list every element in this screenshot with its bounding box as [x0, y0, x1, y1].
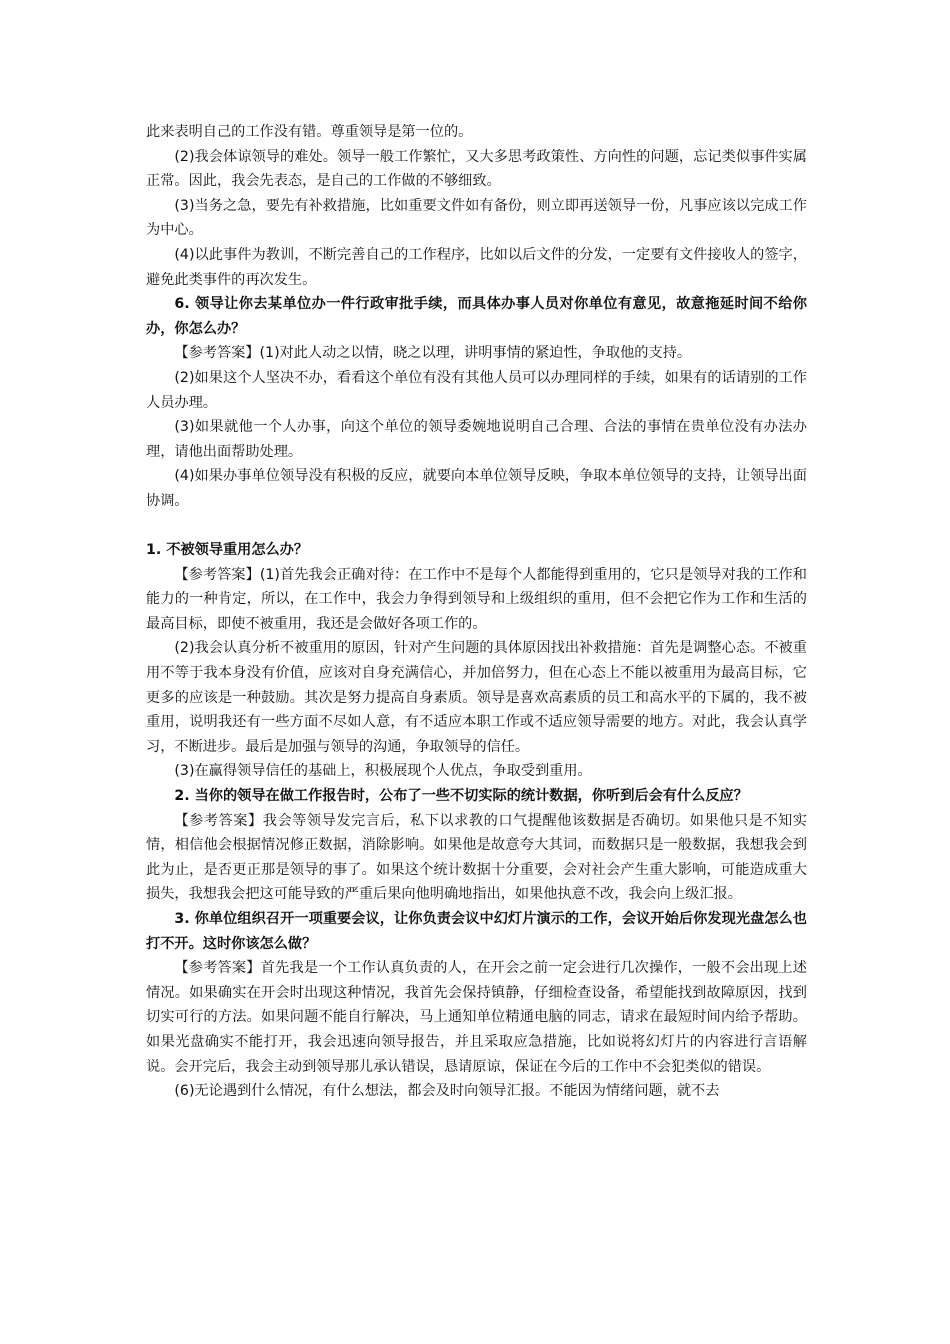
paragraph-point-6: (6)无论遇到什么情况，有什么想法，都会及时向领导汇报。不能因为情绪问题，就不去	[174, 1083, 720, 1100]
paragraph-continuation: 此来表明自己的工作没有错。尊重领导是第一位的。	[146, 124, 473, 140]
document-page	[146, 120, 807, 1104]
paragraph-point-3: (3)当务之急，要先有补救措施，比如重要文件如有备份，则立即再送领导一份，凡事应该以完成工作为中心。	[146, 197, 807, 239]
paragraph-point-4: (4)以此事件为教训，不断完善自己的工作程序，比如以后文件的分发，一定要有文件接收人的签字，避免此类事件的再次发生。	[146, 246, 807, 288]
question-6-answer-1: 【参考答案】(1)对此人动之以情，晓之以理，讲明事情的紧迫性，争取他的支持。	[174, 345, 692, 362]
question-2-answer: 【参考答案】我会等领导发完言后，私下以求教的口气提醒他该数据是否确切。如果他只是不知实情，相信他会根据情况修正数据，消除影响。如果他是故意夸大其词，而数据只是一般数据，我想我会到此为止，是否更正那是领导的事了。如果这个统计数据十分重要，会对社会产生重大影响，可能造成重大损失，我想我会把这可能导致的严重后果向他明确地指出，如果他执意不改，我会向上级汇报。	[146, 812, 807, 903]
question-3-heading: 3. 你单位组织召开一项重要会议，让你负责会议中幻灯片演示的工作，会议开始后你发现光盘怎么也打不开。这时你该怎么做？	[146, 911, 807, 952]
question-1-heading: 1. 不被领导重用怎么办？	[146, 542, 309, 559]
question-1-answer-1: 【参考答案】(1)首先我会正确对待：在工作中不是每个人都能得到重用的，它只是领导对我的工作和能力的一种肯定，所以，在工作中，我会力争得到领导和上级组织的重用，但不会把它作为工作和生活的最高目标，即使不被重用，我还是会做好各项工作的。	[146, 566, 807, 632]
question-3-answer: 【参考答案】首先我是一个工作认真负责的人，在开会之前一定会进行几次操作，一般不会出现上述情况。如果确实在开会时出现这种情况，我首先会保持镇静，仔细检查设备，希望能找到故障原因，找到切实可行的方法。如果问题不能自行解决，马上通知单位精通电脑的同志，请求在最短时间内给予帮助。如果光盘确实不能打开，我会迅速向领导报告，并且采取应急措施，比如说将幻灯片的内容进行言语解说。会开完后，我会主动到领导那儿承认错误，恳请原谅，保证在今后的工作中不会犯类似的错误。	[146, 960, 807, 1075]
paragraph-point-2: (2)我会体谅领导的难处。领导一般工作繁忙，又大多思考政策性、方向性的问题，忘记类似事件实属正常。因此，我会先表态，是自己的工作做的不够细致。	[146, 148, 807, 190]
question-2-heading: 2. 当你的领导在做工作报告时，公布了一些不切实际的统计数据，你听到后会有什么反应？	[174, 788, 748, 805]
question-1-answer-3: (3)在赢得领导信任的基础上，积极展现个人优点，争取受到重用。	[174, 763, 592, 780]
blank-line	[146, 514, 807, 539]
question-6-heading: 6. 领导让你去某单位办一件行政审批手续，而具体办事人员对你单位有意见，故意拖延时间不给你办，你怎么办？	[146, 296, 807, 337]
question-1-answer-2: (2)我会认真分析不被重用的原因，针对产生问题的具体原因找出补救措施：首先是调整心态。不被重用不等于我本身没有价值，应该对自身充满信心，并加倍努力，但在心态上不能以被重用为最高目标，它更多的应该是一种鼓励。其次是努力提高自身素质。领导是喜欢高素质的员工和高水平的下属的，我不被重用，说明我还有一些方面不尽如人意，有不适应本职工作或不适应领导需要的地方。对此，我会认真学习，不断进步。最后是加强与领导的沟通，争取领导的信任。	[146, 640, 807, 755]
question-6-answer-2: (2)如果这个人坚决不办，看看这个单位有没有其他人员可以办理同样的手续，如果有的话请别的工作人员办理。	[146, 369, 807, 411]
question-6-answer-4: (4)如果办事单位领导没有积极的反应，就要向本单位领导反映，争取本单位领导的支持，让领导出面协调。	[146, 468, 807, 509]
question-6-answer-3: (3)如果就他一个人办事，向这个单位的领导委婉地说明自己合理、合法的事情在贵单位没有办法办理，请他出面帮助处理。	[146, 419, 807, 460]
